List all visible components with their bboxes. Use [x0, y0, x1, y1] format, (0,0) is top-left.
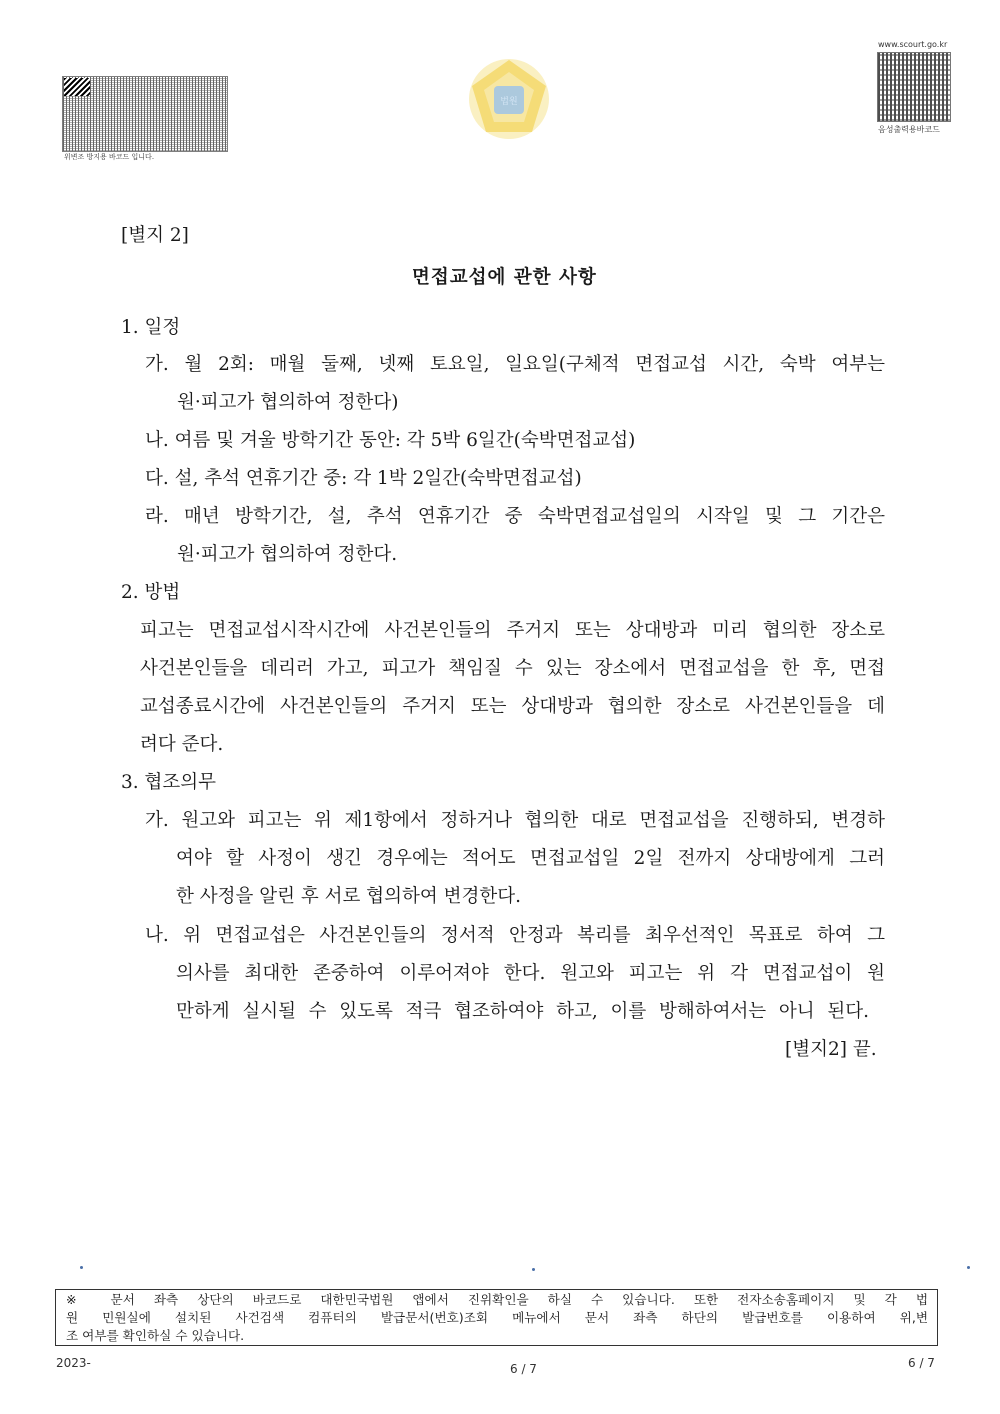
- scan-dot: [532, 1268, 535, 1271]
- cooperation-ga-line1: 가. 원고와 피고는 위 제1항에서 정하거나 협의한 대로 면접교섭을 진행하되, 변경하: [145, 810, 885, 831]
- document-title: 면접교섭에 관한 사항: [412, 267, 597, 288]
- schedule-item-ga-line1: 가. 월 2회: 매월 둘째, 넷째 토요일, 일요일(구체적 면접교섭 시간, 숙박 여부는: [145, 354, 885, 375]
- notice-line-1: ※ 문서 좌측 상단의 바코드로 대한민국법원 앱에서 진위확인을 하실 수 있습니다. 또한 전자소송홈페이지 및 각 법: [66, 1292, 928, 1307]
- schedule-item-ga-line2: 원·피고가 협의하여 정한다): [177, 392, 399, 413]
- qr-url: www.scourt.go.kr: [878, 40, 948, 49]
- qr-caption: 음성출력용바코드: [878, 125, 940, 134]
- cooperation-na-line2: 의사를 최대한 존중하여 이루어져야 한다. 원고와 피고는 위 각 면접교섭이 원: [176, 963, 885, 984]
- cooperation-na-line1: 나. 위 면접교섭은 사건본인들의 정서적 안정과 복리를 최우선적인 목표로 하여 그: [145, 925, 885, 946]
- scan-dot: [80, 1266, 83, 1269]
- voice-output-qr-code: [877, 52, 951, 122]
- barcode-corner-mark: [64, 78, 90, 96]
- section-1-heading: 1. 일정: [121, 317, 181, 338]
- cooperation-na-line3: 만하게 실시될 수 있도록 적극 협조하여야 하고, 이를 방해하여서는 아니 된다.: [176, 1001, 869, 1022]
- notice-line-2: 원 민원실에 설치된 사건검색 컴퓨터의 발급문서(번호)조회 메뉴에서 문서 좌측 하단의 발급번호를 이용하여 위,변: [66, 1310, 928, 1325]
- annex-label: [별지 2]: [121, 225, 189, 246]
- seal-text: 법원: [500, 97, 518, 107]
- schedule-item-na: 나. 여름 및 겨울 방학기간 동안: 각 5박 6일간(숙박면접교섭): [145, 430, 636, 451]
- method-line-3: 교섭종료시간에 사건본인들의 주거지 또는 상대방과 협의한 장소로 사건본인들을 데: [140, 696, 885, 717]
- method-line-4: 려다 준다.: [140, 734, 224, 755]
- page-number-center: 6 / 7: [510, 1362, 537, 1376]
- schedule-item-ra-line1: 라. 매년 방학기간, 설, 추석 연휴기간 중 숙박면접교섭일의 시작일 및 그 기간은: [145, 506, 885, 527]
- issue-number: 2023-: [56, 1356, 91, 1370]
- method-line-1: 피고는 면접교섭시작시간에 사건본인들의 주거지 또는 상대방과 미리 협의한 장소로: [140, 620, 885, 641]
- section-2-heading: 2. 방법: [121, 582, 181, 603]
- barcode-caption: 위변조 방지용 바코드 입니다.: [64, 153, 155, 161]
- page-number-right: 6 / 7: [908, 1356, 935, 1370]
- schedule-item-ra-line2: 원·피고가 협의하여 정한다.: [177, 544, 398, 565]
- cooperation-ga-line2: 여야 할 사정이 생긴 경우에는 적어도 면접교섭일 2일 전까지 상대방에게 그러: [176, 848, 885, 869]
- section-3-heading: 3. 협조의무: [121, 772, 217, 793]
- annex-end-mark: [별지2] 끝.: [785, 1039, 877, 1060]
- scan-dot: [967, 1266, 970, 1269]
- method-line-2: 사건본인들을 데리러 가고, 피고가 책임질 수 있는 장소에서 면접교섭을 한 후, 면접: [140, 658, 885, 679]
- schedule-item-da: 다. 설, 추석 연휴기간 중: 각 1박 2일간(숙박면접교섭): [145, 468, 582, 489]
- notice-line-3: 조 여부를 확인하실 수 있습니다.: [66, 1328, 245, 1343]
- cooperation-ga-line3: 한 사정을 알린 후 서로 협의하여 변경한다.: [176, 886, 521, 907]
- court-seal-emblem: [466, 56, 552, 142]
